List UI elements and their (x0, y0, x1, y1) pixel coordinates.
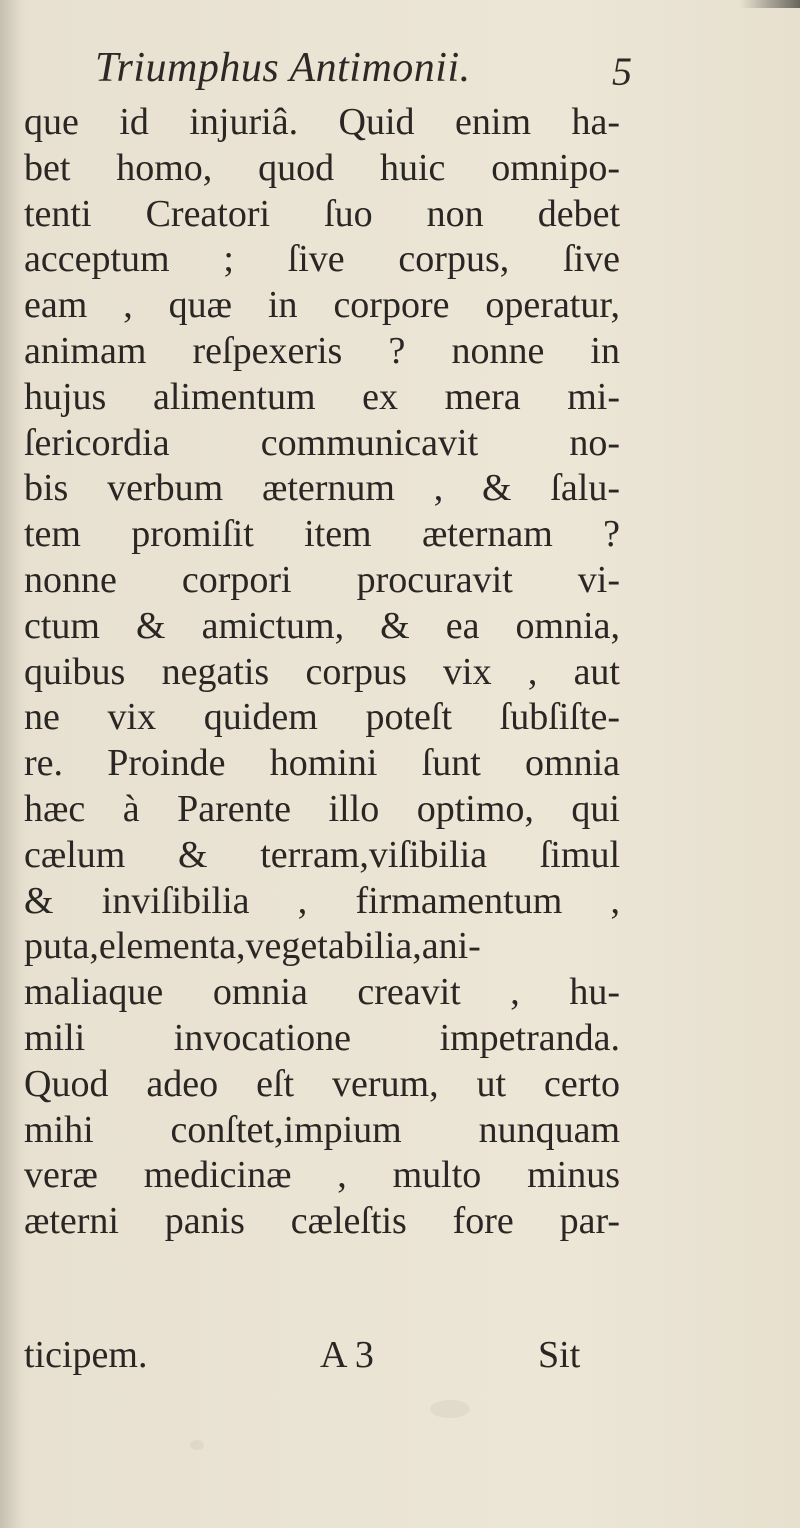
text-line: acceptum ; ſive corpus, ſive (24, 238, 620, 281)
text-line: Quod adeo eſt verum, ut certo (24, 1062, 620, 1105)
body-text (24, 100, 620, 1245)
gutter-shadow (0, 0, 22, 1528)
text-line: mili invocatione impetranda. (24, 1016, 620, 1059)
text-line: veræ medicinæ , multo minus (24, 1154, 620, 1197)
text-line: hujus alimentum ex mera mi- (24, 375, 620, 418)
running-title: Triumphus Antimonii. (95, 45, 471, 91)
last-text-line: ticipem. (24, 1334, 148, 1376)
text-line: puta,elementa,vegetabilia,ani- (24, 925, 481, 968)
text-line: tem promiſit item æternam ? (24, 513, 620, 556)
running-head (0, 44, 800, 100)
text-line: bet homo, quod huic omnipo- (24, 146, 620, 189)
footer-line (24, 1333, 620, 1379)
text-line: animam reſpexeris ? nonne in (24, 329, 620, 372)
text-line: tenti Creatori ſuo non debet (24, 192, 620, 235)
text-line: ctum & amictum, & ea omnia, (24, 604, 620, 647)
text-line: que id injuriâ. Quid enim ha- (24, 101, 620, 143)
page-number: 5 (612, 49, 632, 94)
text-line: quibus negatis corpus vix , aut (24, 650, 620, 693)
text-line: re. Proinde homini ſunt omnia (24, 742, 620, 785)
text-line: & inviſibilia , firmamentum , (24, 879, 620, 922)
paper-stain (190, 1440, 204, 1450)
text-line: mihi conſtet,impium nunquam (24, 1108, 620, 1151)
page-corner-mark (740, 0, 800, 8)
text-line: cælum & terram,viſibilia ſimul (24, 833, 620, 876)
text-line: bis verbum æternum , & ſalu- (24, 467, 620, 510)
paper-stain (430, 1400, 470, 1418)
text-line: ne vix quidem poteſt ſubſiſte- (24, 696, 620, 739)
text-line: ſericordia communicavit no- (24, 421, 620, 464)
text-line: hæc à Parente illo optimo, qui (24, 787, 620, 830)
text-line: eam , quæ in corpore operatur, (24, 284, 620, 327)
text-line: maliaque omnia creavit , hu- (24, 971, 620, 1014)
text-line: nonne corpori procuravit vi- (24, 558, 620, 601)
catchword: Sit (538, 1334, 581, 1376)
signature-mark: A 3 (320, 1334, 374, 1376)
text-line: æterni panis cæleſtis fore par- (24, 1200, 620, 1243)
